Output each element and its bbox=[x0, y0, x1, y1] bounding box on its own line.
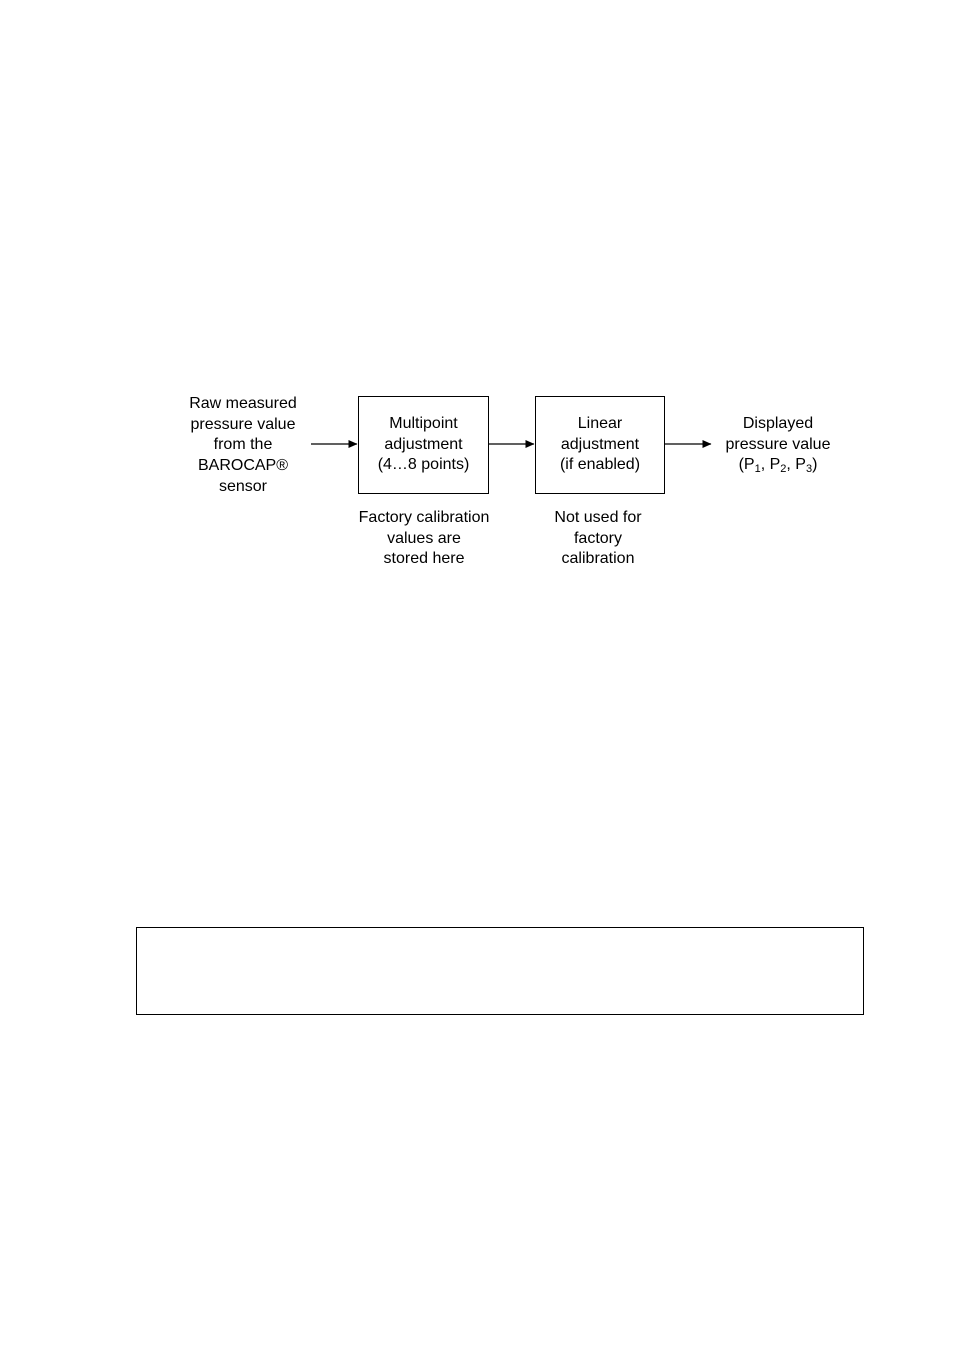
linear-label-line: (if enabled) bbox=[559, 456, 641, 474]
input-label-line: sensor bbox=[218, 477, 268, 495]
multipoint-label-line: Multipoint bbox=[389, 415, 458, 432]
output-sub-2: 2 bbox=[780, 463, 787, 476]
output-sub-1: 1 bbox=[754, 463, 761, 476]
linear-note-line: Not used for bbox=[554, 509, 642, 526]
note-box bbox=[136, 927, 864, 1015]
output-label-line: Displayed bbox=[742, 415, 814, 432]
linear-label-line: Linear bbox=[577, 415, 623, 432]
linear-label-line: adjustment bbox=[560, 435, 640, 453]
linear-note-line: calibration bbox=[561, 550, 635, 568]
multipoint-note-line: Factory calibration bbox=[358, 509, 490, 526]
input-label-line: from the bbox=[213, 436, 273, 454]
output-label-line: pressure value bbox=[725, 435, 831, 453]
linear-note-line: factory bbox=[573, 529, 622, 547]
multipoint-label-line: adjustment bbox=[384, 435, 463, 453]
output-open: (P bbox=[738, 456, 755, 474]
multipoint-note-line: stored here bbox=[383, 550, 465, 568]
input-label-line: pressure value bbox=[190, 415, 296, 433]
input-label-line: BAROCAP® bbox=[197, 457, 289, 475]
output-sub-3: 3 bbox=[805, 463, 813, 476]
input-label-line: Raw measured bbox=[189, 395, 297, 412]
output-sep-2: , P bbox=[786, 456, 806, 474]
multipoint-note-line: values are bbox=[387, 529, 461, 547]
output-sep-1: , P bbox=[760, 456, 781, 474]
output-close: ) bbox=[812, 456, 818, 474]
multipoint-label-line: (4…8 points) bbox=[377, 456, 470, 474]
